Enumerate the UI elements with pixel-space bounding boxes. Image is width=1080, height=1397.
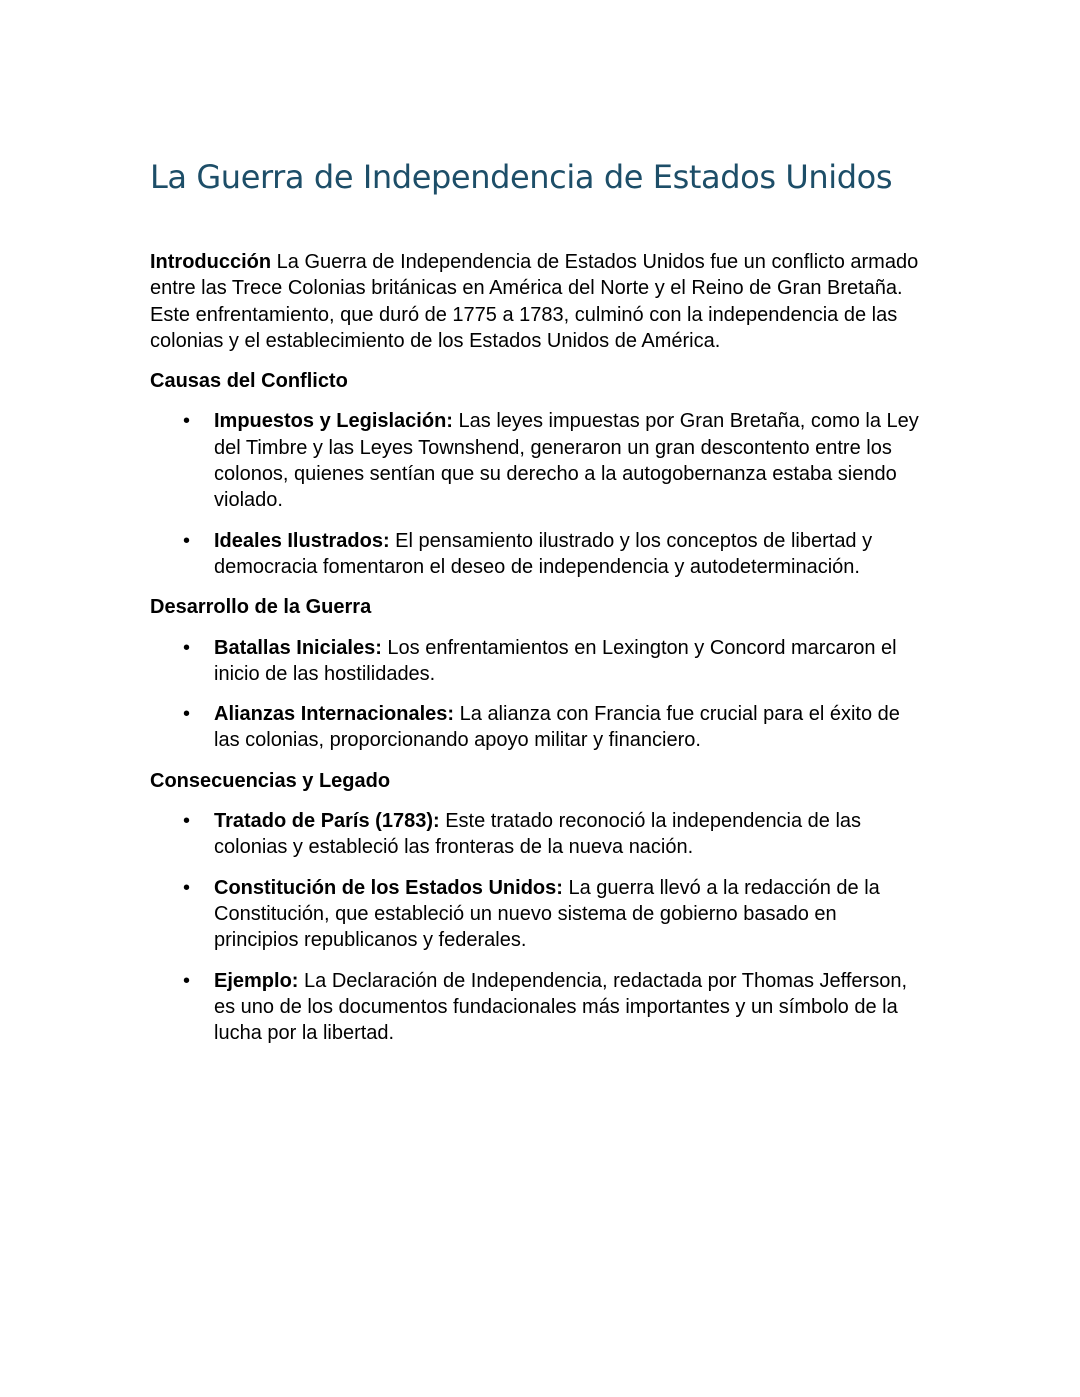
item-label: Tratado de París (1783):: [214, 810, 440, 833]
list-item: [150, 528, 920, 581]
item-label: Ejemplo:: [214, 969, 299, 992]
intro-paragraph: [150, 249, 920, 354]
list-desarrollo: [150, 635, 920, 754]
section-heading-desarrollo: Desarrollo de la Guerra: [150, 596, 372, 619]
item-text: Este tratado reconoció la independencia de las colonias y estableció las fronteras de la nueva nación.: [214, 810, 862, 859]
list-item: [150, 808, 920, 861]
list-item: [150, 635, 920, 688]
section-heading-causas: Causas del Conflicto: [150, 370, 348, 393]
item-text: La guerra llevó a la redacción de la Constitución, que estableció un nuevo sistema de gobierno basado en principios republicanos y federales.: [214, 876, 880, 952]
bullet-icon: •: [183, 529, 191, 552]
bullet-icon: •: [183, 410, 191, 433]
list-consecuencias: [150, 808, 920, 1046]
item-label: Ideales Ilustrados:: [214, 529, 390, 552]
section-heading-consecuencias: Consecuencias y Legado: [150, 769, 391, 792]
item-label: Batallas Iniciales:: [214, 636, 382, 659]
item-text: La Declaración de Independencia, redactada por Thomas Jefferson, es uno de los documentos fundacionales más importantes y un símbolo de la lucha por la libertad.: [214, 969, 907, 1045]
list-item: [150, 875, 920, 954]
document-title: La Guerra de Independencia de Estados Unidos: [150, 158, 893, 196]
item-text: Las leyes impuestas por Gran Bretaña, como la Ley del Timbre y las Leyes Townshend, generaron un gran descontento entre los colonos, quienes sentían que su derecho a la autogobernanza estaba siendo violado.: [214, 410, 919, 512]
item-label: Alianzas Internacionales:: [214, 703, 455, 726]
item-label: Constitución de los Estados Unidos:: [214, 876, 563, 899]
bullet-icon: •: [183, 969, 191, 992]
document-body: [150, 249, 920, 1060]
intro-label: Introducción: [150, 251, 272, 273]
item-label: Impuestos y Legislación:: [214, 410, 453, 433]
list-item: [150, 968, 920, 1047]
item-text: Los enfrentamientos en Lexington y Concord marcaron el inicio de las hostilidades.: [214, 636, 897, 685]
item-text: La alianza con Francia fue crucial para el éxito de las colonias, proporcionando apoyo militar y financiero.: [214, 703, 900, 752]
bullet-icon: •: [183, 636, 191, 659]
list-causas: [150, 408, 920, 580]
bullet-icon: •: [183, 810, 191, 833]
list-item: [150, 701, 920, 754]
intro-text: La Guerra de Independencia de Estados Unidos fue un conflicto armado entre las Trece Colonias británicas en América del Norte y el Reino de Gran Bretaña. Este enfrentamiento, que duró de 1775 a 1783, culminó con la independencia de las colonias y el establecimiento de los Estados Unidos de América.: [150, 251, 919, 352]
list-item: [150, 408, 920, 513]
bullet-icon: •: [183, 876, 191, 899]
bullet-icon: •: [183, 703, 191, 726]
item-text: El pensamiento ilustrado y los conceptos de libertad y democracia fomentaron el deseo de independencia y autodeterminación.: [214, 529, 873, 578]
